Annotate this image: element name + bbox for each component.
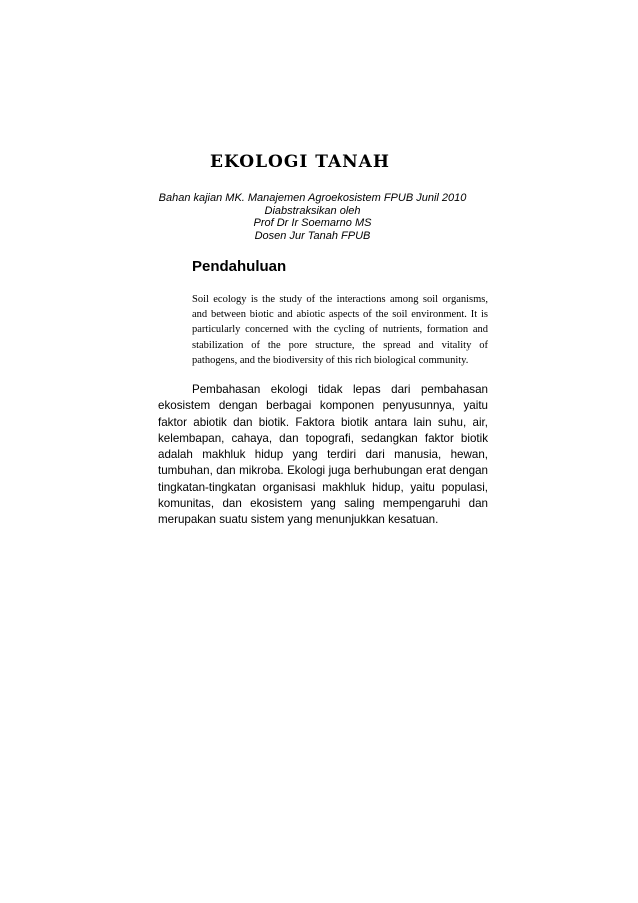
course-info-line: Bahan kajian MK. Manajemen Agroekosistem FPUB Junil 2010 xyxy=(158,192,467,204)
section-heading: Pendahuluan xyxy=(192,258,287,275)
author-name-line: Prof Dr Ir Soemarno MS xyxy=(253,217,372,229)
abstracted-by-line: Diabstraksikan oleh xyxy=(264,204,361,217)
abstract-paragraph: Soil ecology is the study of the interactions among soil organisms, and between biotic and abiotic aspects of the soil environment. It is particularly concerned with the cycling of nutrients, formation and stabilization of the pore structure, the spread and vitality of pathogens, and the biodiversity of this rich biological community. xyxy=(192,294,488,366)
document-title: EKOLOGI TANAH xyxy=(210,152,390,172)
subtitle-block xyxy=(140,192,485,242)
body-paragraph: Pembahasan ekologi tidak lepas dari pembahasan ekosistem dengan berbagai komponen penyusunnya, yaitu faktor abiotik dan biotik. Faktora biotik antara lain suhu, air, kelembapan, cahaya, dan topografi, sedangkan faktor biotik adalah makhluk hidup yang terdiri dari manusia, hewan, tumbuhan, dan mikroba. Ekologi juga berhubungan erat dengan tingkatan-tingkatan organisasi makhluk hidup, yaitu populasi, komunitas, dan ekosistem yang saling mempengaruhi dan merupakan suatu sistem yang menunjukkan kesatuan. xyxy=(158,383,488,527)
author-affiliation-line: Dosen Jur Tanah FPUB xyxy=(254,229,371,242)
